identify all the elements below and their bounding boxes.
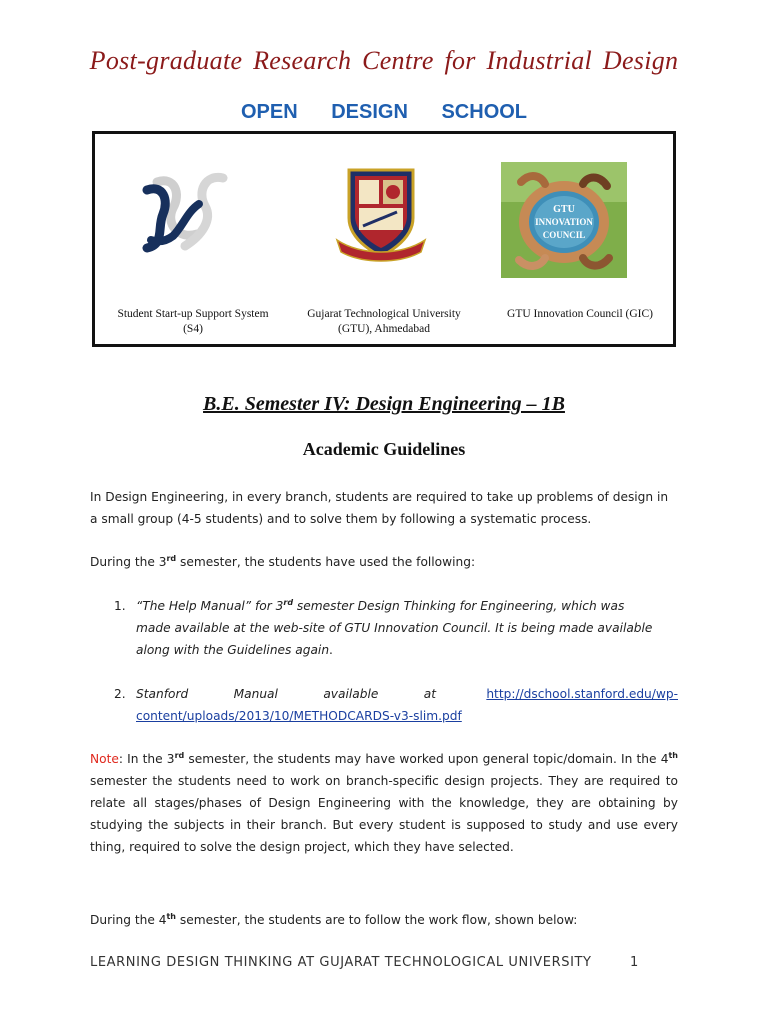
gtu-crest-icon (331, 160, 431, 270)
logo-banner (92, 131, 676, 347)
list-item (114, 595, 656, 661)
school-word-design: DESIGN (331, 101, 408, 123)
institute-title: Post-graduate Research Centre for Industrial Design (89, 46, 679, 75)
sem3-sup: rd (166, 553, 177, 563)
list-number: 2. (114, 687, 126, 701)
gic-logo-text-3: COUNCIL (542, 230, 586, 240)
gtu-caption-line2: (GTU), Ahmedabad (338, 323, 430, 335)
note-sup-2: th (668, 750, 678, 760)
s4-caption (99, 307, 287, 337)
list1-end: . (329, 643, 333, 657)
list-number: 1. (114, 599, 126, 613)
page-number: 1 (630, 955, 639, 970)
s4-logo-icon (135, 170, 245, 260)
stanford-link-part1[interactable]: http://dschool.stanford.edu/wp- (486, 687, 678, 701)
s4-caption-line2: (S4) (183, 323, 203, 335)
list1-text-a: “The Help Manual” for 3 (136, 599, 284, 613)
list2-word-at: at (423, 687, 436, 701)
page-footer: LEARNING DESIGN THINKING AT GUJARAT TECHNOLOGICAL UNIVERSITY (90, 955, 592, 970)
gic-logo-text-1: GTU (553, 204, 575, 215)
sem3-paragraph (90, 551, 678, 573)
gtu-caption (287, 307, 481, 337)
list2-word-stanford: Stanford (136, 687, 189, 701)
note-label: Note (90, 752, 119, 766)
sem4-text-b: semester, the students are to follow the work flow, shown below: (176, 913, 578, 927)
sem4-sup: th (166, 911, 177, 921)
list1-sup: rd (283, 597, 294, 607)
note-text-2: semester, the students may have worked upon general topic/domain. In the 4 (184, 752, 669, 766)
sem3-text-b: semester, the students have used the following: (176, 555, 476, 569)
school-word-open: OPEN (240, 101, 298, 123)
gic-logo-text-2: INNOVATION (535, 217, 593, 227)
note-paragraph (90, 748, 678, 858)
sem4-paragraph (90, 909, 678, 931)
list-item (114, 683, 678, 727)
stanford-link-part2[interactable]: content/uploads/2013/10/METHODCARDS-v3-slim.pdf (136, 709, 462, 723)
list2-text (136, 683, 436, 705)
document-subtitle: Academic Guidelines (302, 439, 466, 459)
note-text-1: : In the 3 (118, 752, 175, 766)
s4-caption-line1: Student Start-up Support System (117, 308, 269, 320)
list2-word-manual: Manual (233, 687, 278, 701)
list1-text-b: semester Design Thinking for Engineering, which was made available at the web-site of GTU Innovation Council. It is being made available along with the Guidelines again (136, 599, 653, 657)
list2-word-available: available (323, 687, 379, 701)
open-design-school-heading (0, 101, 768, 124)
gic-caption-line1: GTU Innovation Council (GIC) (507, 308, 653, 320)
school-word-school: SCHOOL (441, 101, 528, 123)
gtu-caption-line1: Gujarat Technological University (307, 308, 461, 320)
sem4-text-a: During the 4 (90, 913, 167, 927)
gic-caption (485, 307, 675, 322)
sem3-text-a: During the 3 (90, 555, 167, 569)
note-text-3: semester the students need to work on branch-specific design projects. They are required to relate all stages/phases of Design Engineering with the knowledge, they are obtaining by studying the subjects in their branch. But every student is supposed to study and use every thing, required to solve the design project, which they have selected. (90, 774, 678, 854)
gic-logo-icon (501, 162, 627, 278)
note-sup-1: rd (174, 750, 185, 760)
list2-first-line (136, 683, 678, 705)
intro-paragraph: In Design Engineering, in every branch, students are required to take up problems of design in a small group (4-5 students) and to solve them by following a systematic process. (90, 490, 669, 526)
document-title: B.E. Semester IV: Design Engineering – 1B (203, 393, 565, 415)
